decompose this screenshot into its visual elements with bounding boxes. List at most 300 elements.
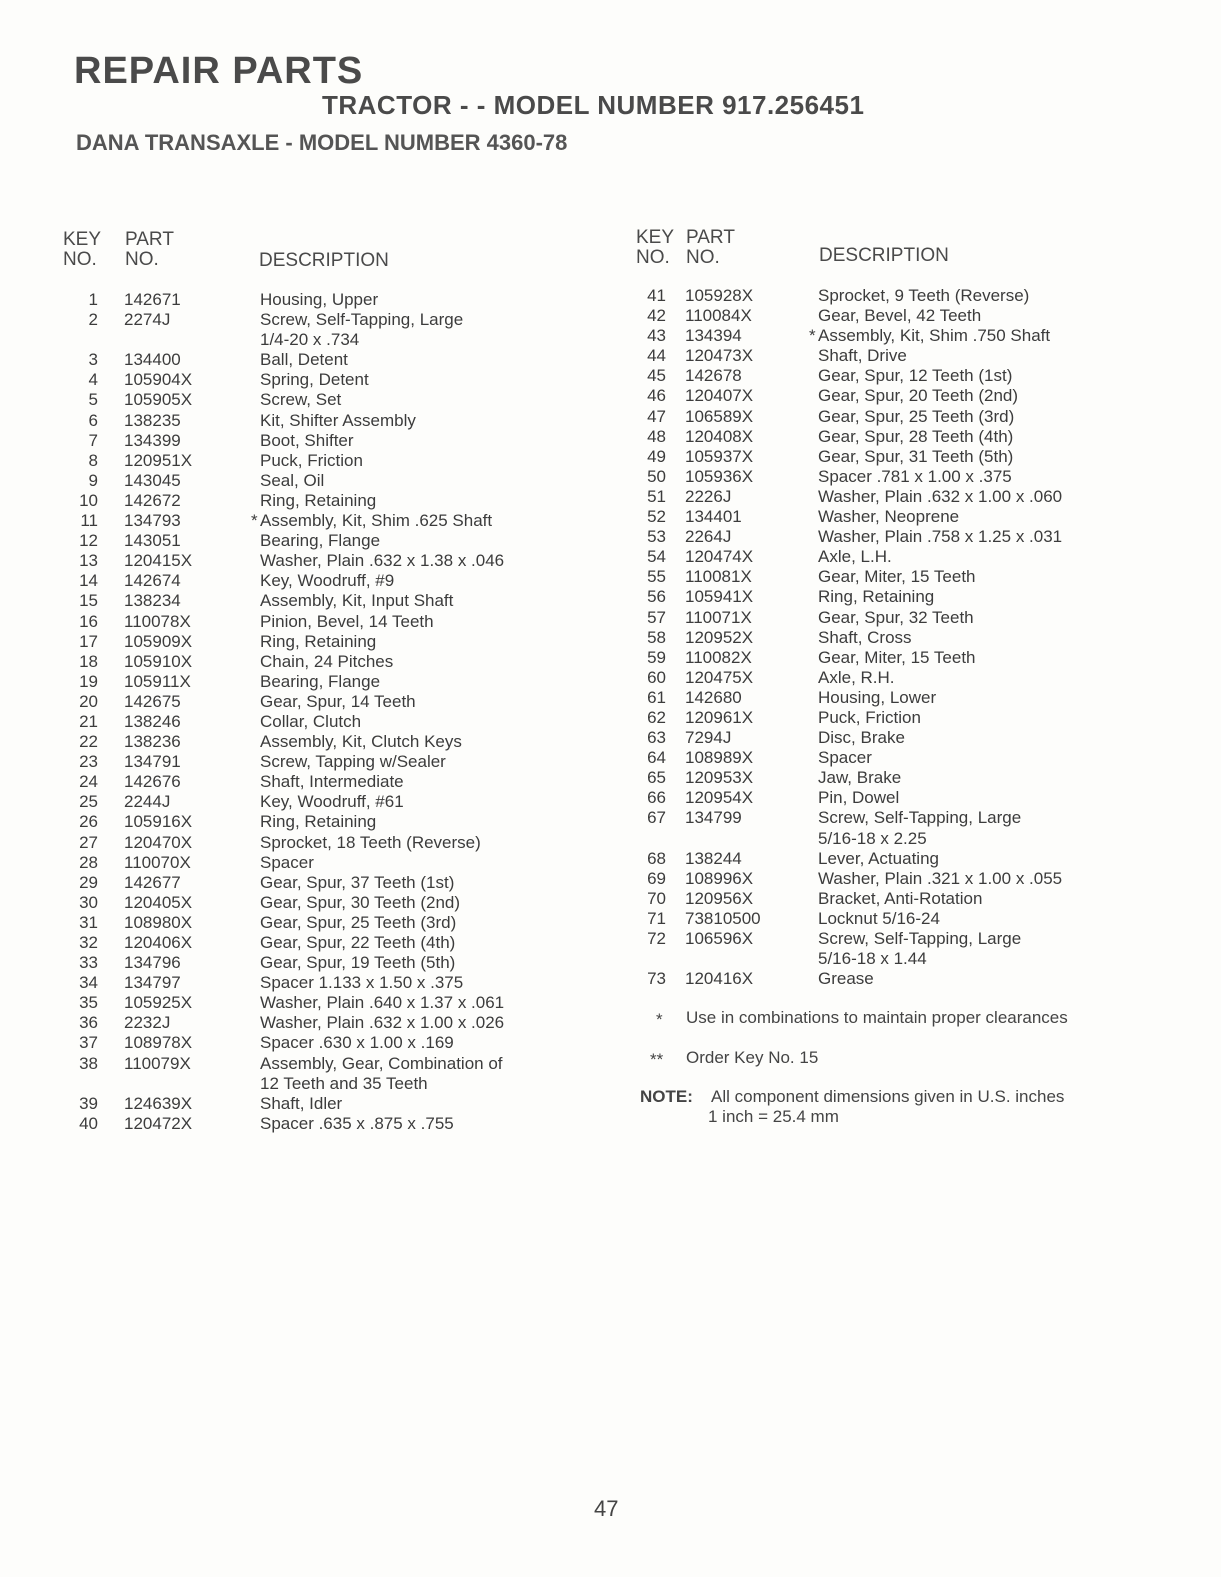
parts-row: [640, 346, 1160, 366]
part-number: 110081X: [685, 567, 752, 587]
key-number: 65: [647, 768, 666, 788]
part-number: 73810500: [685, 908, 761, 928]
part-number: 134797: [124, 973, 181, 993]
key-number: 13: [79, 551, 98, 571]
parts-row: [72, 973, 572, 993]
part-description: Boot, Shifter: [260, 430, 354, 450]
parts-row: [640, 728, 1160, 748]
parts-row: [72, 692, 572, 712]
part-number: 138234: [124, 591, 181, 611]
parts-row: [640, 547, 1160, 567]
part-description: Shaft, Cross: [818, 627, 912, 647]
key-number: 24: [79, 772, 98, 792]
part-description: Chain, 24 Pitches: [260, 651, 394, 671]
part-description: Assembly, Kit, Clutch Keys: [260, 732, 462, 752]
key-number: 17: [79, 631, 98, 651]
key-number: 15: [79, 591, 98, 611]
part-number: 120953X: [685, 768, 754, 788]
part-description: Washer, Plain .758 x 1.25 x .031: [818, 527, 1063, 547]
key-number: 56: [647, 587, 666, 607]
parts-row: [72, 531, 572, 551]
part-number: 110071X: [685, 607, 752, 627]
part-number: 120415X: [124, 551, 193, 571]
key-number: 46: [647, 386, 666, 406]
parts-row: [72, 1094, 572, 1114]
parts-row: [72, 993, 572, 1013]
parts-row: [640, 889, 1160, 909]
parts-row: [640, 427, 1160, 447]
part-description: 5/16-18 x 1.44: [818, 949, 927, 969]
key-number: 72: [647, 929, 666, 948]
part-description: Washer, Plain .640 x 1.37 x .061: [260, 993, 505, 1013]
part-description: Puck, Friction: [260, 450, 363, 470]
part-number: 105916X: [124, 812, 193, 832]
left-part-header: [125, 230, 174, 270]
part-number: 142671: [124, 290, 181, 309]
parts-row: [640, 286, 1160, 306]
part-description: Spacer 1.133 x 1.50 x .375: [260, 973, 464, 993]
right-key-header: [636, 228, 674, 268]
part-number: 134799: [685, 808, 742, 828]
key-number: 69: [647, 868, 666, 888]
key-number: 3: [88, 350, 98, 370]
left-key-header-bottom: NO.: [63, 249, 97, 270]
part-number: 134400: [124, 350, 181, 370]
key-number: 70: [647, 888, 666, 908]
parts-row: [72, 571, 572, 591]
key-number: 14: [79, 571, 98, 591]
key-number: 6: [88, 410, 98, 430]
parts-row: [640, 326, 1160, 346]
part-description: Assembly, Kit, Shim .625 Shaft: [260, 511, 493, 531]
part-description: Washer, Plain .632 x 1.38 x .046: [260, 551, 505, 571]
key-number: 57: [647, 607, 666, 627]
part-number: 124639X: [124, 1093, 193, 1113]
parts-row: [72, 310, 572, 330]
part-description: Ball, Detent: [260, 350, 348, 370]
parts-row: [640, 808, 1160, 828]
key-number: 39: [79, 1093, 98, 1113]
key-number: 5: [88, 390, 98, 410]
part-description: Puck, Friction: [818, 707, 921, 727]
part-number: 120954X: [685, 788, 754, 808]
parts-row: [72, 330, 572, 350]
key-number: 50: [647, 466, 666, 486]
tractor-model-heading: TRACTOR - - MODEL NUMBER 917.256451: [322, 90, 865, 120]
parts-row: [640, 829, 1160, 849]
key-number: 11: [80, 511, 98, 531]
parts-row: [72, 551, 572, 571]
part-description: Key, Woodruff, #9: [260, 571, 395, 591]
part-number: 105909X: [124, 631, 193, 651]
parts-row: [640, 688, 1160, 708]
part-description: Ring, Retaining: [260, 812, 377, 832]
key-number: 71: [647, 908, 666, 928]
key-number: 64: [647, 748, 666, 768]
parts-row: [72, 431, 572, 451]
part-description: Shaft, Idler: [260, 1093, 343, 1113]
left-description-header: DESCRIPTION: [259, 250, 389, 271]
part-description: Spring, Detent: [260, 370, 369, 390]
note-star-mark: *: [656, 1010, 663, 1029]
parts-row: [640, 608, 1160, 628]
transaxle-model-heading: DANA TRANSAXLE - MODEL NUMBER 4360-78: [76, 130, 568, 155]
parts-row: [640, 507, 1160, 527]
part-description: Gear, Bevel, 42 Teeth: [818, 306, 982, 326]
key-number: 27: [79, 832, 98, 852]
parts-row: [72, 1054, 572, 1074]
part-description: Shaft, Drive: [818, 346, 907, 366]
part-description: Spacer: [260, 852, 314, 872]
key-number: 54: [647, 547, 666, 567]
key-number: 49: [647, 446, 666, 466]
key-number: 10: [79, 490, 98, 510]
key-number: 52: [647, 507, 666, 527]
parts-row: [640, 869, 1160, 889]
key-number: 26: [79, 812, 98, 832]
parts-row: [640, 849, 1160, 869]
part-number: 120961X: [685, 707, 754, 727]
right-part-header: [686, 228, 735, 268]
key-number: 48: [647, 426, 666, 446]
part-description: Pin, Dowel: [818, 788, 900, 808]
part-description: Gear, Spur, 28 Teeth (4th): [818, 426, 1014, 446]
page-title: REPAIR PARTS: [74, 50, 364, 92]
part-description: Assembly, Kit, Input Shaft: [260, 591, 454, 611]
key-number: 51: [647, 486, 666, 506]
parts-row: [72, 491, 572, 511]
part-description: Screw, Self-Tapping, Large: [818, 929, 1022, 948]
part-number: 120472X: [124, 1113, 193, 1133]
part-description: Ring, Retaining: [260, 631, 377, 651]
parts-row: [640, 587, 1160, 607]
parts-row: [72, 1033, 572, 1053]
part-description: Ring, Retaining: [260, 490, 377, 510]
part-description: 5/16-18 x 2.25: [818, 828, 927, 848]
key-number: 73: [647, 969, 666, 989]
part-description: Kit, Shifter Assembly: [260, 410, 416, 430]
key-number: 34: [79, 973, 98, 993]
right-part-header-top: PART: [686, 227, 735, 248]
part-number: 2274J: [124, 310, 171, 330]
part-number: 134791: [124, 752, 181, 772]
key-number: 25: [79, 792, 98, 812]
parts-row: [640, 628, 1160, 648]
part-number: 120474X: [685, 547, 754, 567]
key-number: 22: [79, 732, 98, 752]
part-description: Spacer: [818, 748, 872, 768]
part-number: 108989X: [685, 748, 754, 768]
part-number: 120951X: [124, 450, 193, 470]
part-number: 142675: [124, 691, 181, 711]
part-number: 134399: [124, 430, 181, 450]
key-number: 37: [79, 1033, 98, 1053]
part-number: 120416X: [685, 969, 754, 989]
parts-row: [72, 471, 572, 491]
key-number: 8: [88, 450, 98, 470]
key-number: 67: [647, 808, 666, 828]
parts-row: [72, 792, 572, 812]
key-number: 44: [647, 346, 666, 366]
left-part-header-top: PART: [125, 229, 174, 250]
part-description: Axle, R.H.: [818, 667, 895, 687]
parts-row: [72, 812, 572, 832]
key-number: 9: [88, 470, 98, 490]
part-number: 2264J: [685, 527, 732, 547]
parts-row: [72, 1074, 572, 1094]
part-number: 105910X: [124, 651, 193, 671]
part-number: 108980X: [124, 912, 193, 932]
key-number: 58: [647, 627, 666, 647]
left-key-header-top: KEY: [63, 229, 102, 250]
part-number: 2244J: [124, 792, 171, 812]
part-number: 138235: [124, 410, 181, 430]
part-number: 108978X: [124, 1033, 193, 1053]
part-number: 142678: [685, 366, 742, 386]
part-number: 105937X: [685, 446, 754, 466]
part-description: Gear, Spur, 25 Teeth (3rd): [818, 406, 1015, 426]
part-description: Sprocket, 9 Teeth (Reverse): [818, 286, 1030, 305]
key-number: 63: [647, 728, 666, 748]
key-number: 2: [88, 310, 98, 330]
part-description: Bracket, Anti-Rotation: [818, 888, 983, 908]
key-number: 66: [647, 788, 666, 808]
part-number: 120473X: [685, 346, 754, 366]
key-number: 62: [647, 707, 666, 727]
parts-row: [72, 833, 572, 853]
part-description: Spacer .635 x .875 x .755: [260, 1113, 454, 1133]
key-number: 60: [647, 667, 666, 687]
part-description: Spacer .630 x 1.00 x .169: [260, 1033, 454, 1053]
parts-row: [72, 411, 572, 431]
left-part-header-bottom: NO.: [125, 249, 159, 270]
part-number: 110079X: [124, 1053, 191, 1073]
part-number: 105936X: [685, 466, 754, 486]
key-number: 1: [88, 290, 98, 309]
part-number: 143051: [124, 531, 181, 551]
part-description: Ring, Retaining: [818, 587, 935, 607]
key-number: 47: [647, 406, 666, 426]
right-part-header-bottom: NO.: [686, 247, 720, 268]
key-number: 38: [79, 1053, 98, 1073]
parts-row: [72, 712, 572, 732]
part-number: 142674: [124, 571, 181, 591]
part-number: 134793: [124, 511, 181, 531]
parts-row: [640, 306, 1160, 326]
key-number: 29: [79, 872, 98, 892]
part-number: 143045: [124, 470, 181, 490]
key-number: 43: [647, 326, 666, 346]
part-description: Gear, Spur, 12 Teeth (1st): [818, 366, 1013, 386]
parts-row: [72, 752, 572, 772]
parts-row: [640, 909, 1160, 929]
key-number: 20: [79, 691, 98, 711]
right-description-header: DESCRIPTION: [819, 245, 949, 266]
part-description: Grease: [818, 969, 874, 989]
part-description: Jaw, Brake: [818, 768, 902, 788]
part-description: Gear, Spur, 37 Teeth (1st): [260, 872, 455, 892]
right-parts-list: [640, 286, 1160, 989]
parts-row: [640, 527, 1160, 547]
part-number: 7294J: [685, 728, 732, 748]
part-description: Key, Woodruff, #61: [260, 792, 404, 812]
part-number: 142676: [124, 772, 181, 792]
part-number: 120952X: [685, 627, 754, 647]
page-number: 47: [594, 1496, 619, 1521]
part-number: 110082X: [685, 647, 752, 667]
key-number: 68: [647, 848, 666, 868]
parts-row: [640, 648, 1160, 668]
parts-row: [640, 447, 1160, 467]
parts-row: [72, 732, 572, 752]
right-key-header-bottom: NO.: [636, 247, 670, 268]
part-number: 142672: [124, 490, 181, 510]
part-description: Gear, Spur, 19 Teeth (5th): [260, 953, 456, 973]
parts-row: [640, 708, 1160, 728]
key-number: 36: [79, 1013, 98, 1033]
part-number: 142680: [685, 687, 742, 707]
key-number: 21: [79, 711, 98, 731]
parts-row: [72, 451, 572, 471]
parts-row: [72, 612, 572, 632]
parts-row: [72, 953, 572, 973]
part-number: 108996X: [685, 868, 754, 888]
part-number: 105904X: [124, 370, 193, 390]
part-description: Washer, Plain .321 x 1.00 x .055: [818, 868, 1063, 888]
parts-row: [640, 567, 1160, 587]
parts-row: [72, 370, 572, 390]
part-number: 105905X: [124, 390, 193, 410]
part-number: 120405X: [124, 892, 193, 912]
parts-row: [640, 768, 1160, 788]
left-parts-list: [72, 290, 572, 1134]
part-description: Gear, Spur, 31 Teeth (5th): [818, 446, 1014, 466]
right-key-header-top: KEY: [636, 227, 675, 248]
note-dimensions-text: All component dimensions given in U.S. inches: [711, 1087, 1065, 1106]
note-label: NOTE:: [640, 1087, 693, 1106]
part-number: 134796: [124, 953, 181, 973]
note-double-star-text: Order Key No. 15: [686, 1048, 819, 1067]
key-number: 12: [79, 531, 98, 551]
parts-row: [72, 390, 572, 410]
part-number: 105928X: [685, 286, 754, 305]
part-description: Screw, Set: [260, 390, 342, 410]
key-number: 55: [647, 567, 666, 587]
part-description: Gear, Spur, 32 Teeth: [818, 607, 974, 627]
key-number: 33: [79, 953, 98, 973]
note-conversion-text: 1 inch = 25.4 mm: [708, 1107, 839, 1126]
key-number: 31: [79, 912, 98, 932]
parts-row: [72, 772, 572, 792]
part-number: 120408X: [685, 426, 754, 446]
key-number: 18: [79, 651, 98, 671]
parts-row: [72, 511, 572, 531]
parts-row: [640, 366, 1160, 386]
part-number: 120407X: [685, 386, 754, 406]
part-number: 120475X: [685, 667, 754, 687]
part-description: Seal, Oil: [260, 470, 325, 490]
part-number: 120406X: [124, 933, 193, 952]
part-number: 110084X: [685, 306, 752, 326]
part-number: 138244: [685, 848, 742, 868]
part-number: 138236: [124, 732, 181, 752]
parts-row: [640, 407, 1160, 427]
part-description: Pinion, Bevel, 14 Teeth: [260, 611, 434, 631]
part-description: Spacer .781 x 1.00 x .375: [818, 466, 1012, 486]
parts-row: [72, 290, 572, 310]
parts-row: [72, 672, 572, 692]
note-double-star-mark: **: [650, 1050, 664, 1069]
key-number: 45: [647, 366, 666, 386]
part-number: 120956X: [685, 888, 754, 908]
key-number: 35: [79, 993, 98, 1013]
parts-row: [640, 748, 1160, 768]
parts-row: [640, 949, 1160, 969]
part-description: Shaft, Intermediate: [260, 772, 404, 792]
parts-row: [640, 386, 1160, 406]
parts-row: [72, 350, 572, 370]
part-number: 134394: [685, 326, 742, 346]
parts-row: [640, 969, 1160, 989]
parts-row: [640, 668, 1160, 688]
part-number: 105941X: [685, 587, 754, 607]
part-description: Assembly, Kit, Shim .750 Shaft: [818, 326, 1051, 346]
key-number: 32: [79, 933, 98, 952]
footnote-star: *: [809, 326, 816, 346]
part-number: 2226J: [685, 486, 732, 506]
part-number: 106589X: [685, 406, 754, 426]
key-number: 53: [647, 527, 666, 547]
parts-row: [72, 1114, 572, 1134]
part-description: Gear, Spur, 20 Teeth (2nd): [818, 386, 1019, 406]
part-number: 142677: [124, 872, 181, 892]
part-description: Washer, Plain .632 x 1.00 x .026: [260, 1013, 505, 1033]
parts-row: [640, 788, 1160, 808]
key-number: 59: [647, 647, 666, 667]
parts-row: [72, 1013, 572, 1033]
part-description: Collar, Clutch: [260, 711, 362, 731]
key-number: 61: [647, 687, 666, 707]
parts-row: [640, 467, 1160, 487]
key-number: 4: [88, 370, 98, 390]
part-description: Disc, Brake: [818, 728, 905, 748]
part-number: 105911X: [124, 671, 191, 691]
key-number: 40: [79, 1113, 98, 1133]
part-number: 106596X: [685, 929, 754, 948]
footnote-star: *: [251, 511, 258, 531]
part-description: Screw, Self-Tapping, Large: [260, 310, 464, 330]
part-number: 2232J: [124, 1013, 171, 1033]
key-number: 30: [79, 892, 98, 912]
parts-row: [72, 933, 572, 953]
part-description: Gear, Miter, 15 Teeth: [818, 647, 976, 667]
parts-row: [72, 652, 572, 672]
part-description: Gear, Spur, 25 Teeth (3rd): [260, 912, 457, 932]
part-description: Locknut 5/16-24: [818, 908, 940, 928]
part-description: Gear, Miter, 15 Teeth: [818, 567, 976, 587]
part-description: Axle, L.H.: [818, 547, 892, 567]
key-number: 16: [79, 611, 98, 631]
part-description: Washer, Neoprene: [818, 507, 960, 527]
part-number: 138246: [124, 711, 181, 731]
parts-row: [72, 591, 572, 611]
part-description: Assembly, Gear, Combination of: [260, 1053, 503, 1073]
part-description: Housing, Upper: [260, 290, 379, 309]
part-description: Bearing, Flange: [260, 671, 381, 691]
key-number: 28: [79, 852, 98, 872]
parts-row: [72, 853, 572, 873]
parts-row: [72, 873, 572, 893]
